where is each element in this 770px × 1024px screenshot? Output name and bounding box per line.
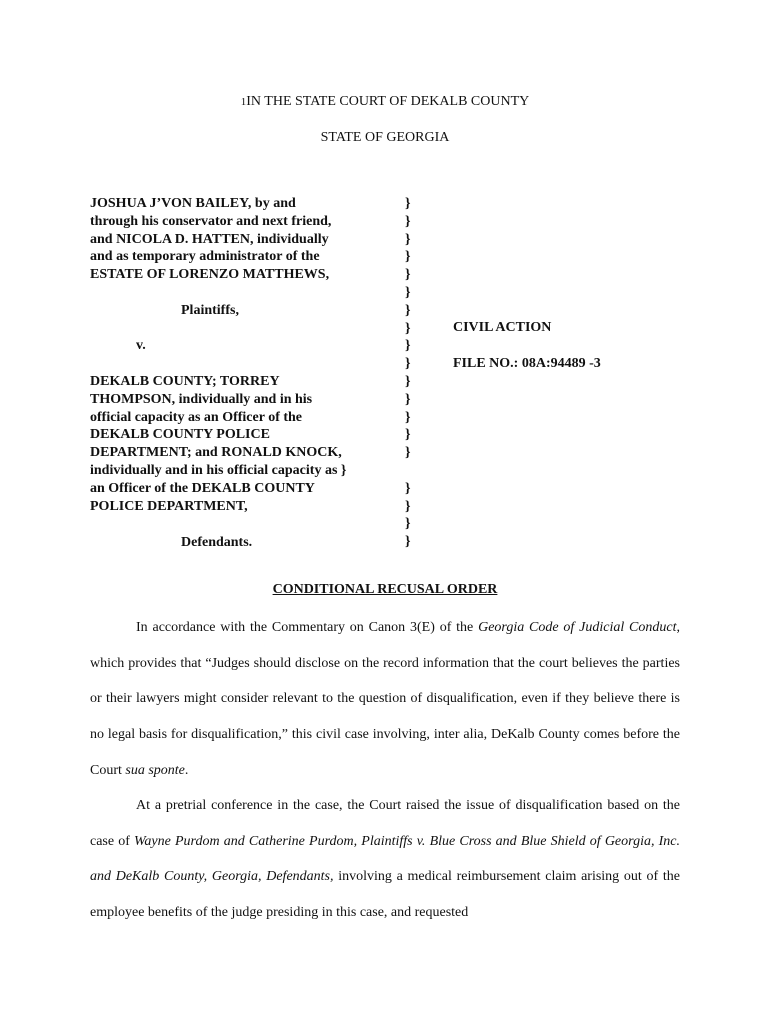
order-paragraph-2 xyxy=(90,788,680,931)
plaintiffs-line: ESTATE OF LORENZO MATTHEWS, xyxy=(90,267,330,283)
paragraph-text: involving a medical reimbursement claim arising out of the employee benefits of the judge presiding in this case, and requested xyxy=(90,869,680,921)
defendants-line: DEKALB COUNTY; TORREY xyxy=(90,374,280,389)
brace: } xyxy=(405,498,411,514)
plaintiffs-label: Plaintiffs, xyxy=(181,303,239,318)
plaintiffs-line: and NICOLA D. HATTEN, individually xyxy=(90,231,329,247)
brace: } xyxy=(405,231,411,247)
defendants-line: official capacity as an Officer of the xyxy=(90,409,303,425)
brace: } xyxy=(405,427,411,443)
footnote-marker: 1 xyxy=(240,96,247,108)
plaintiffs-line: JOSHUA J’VON BAILEY, by and xyxy=(90,196,296,211)
order-paragraph-1 xyxy=(90,610,680,789)
civil-action-label: CIVIL ACTION xyxy=(453,320,552,335)
brace: } xyxy=(405,445,411,461)
plaintiffs-line: through his conservator and next friend, xyxy=(90,213,332,229)
brace: } xyxy=(405,391,411,407)
defendants-label: Defendants. xyxy=(181,535,253,550)
paragraph-text: At a pretrial conference in the case, the Court raised the issue of disqualification based on the case of xyxy=(90,798,680,849)
paragraph-text: In accordance with the Commentary on Canon 3(E) of the xyxy=(136,620,479,635)
file-number: FILE NO.: 08A:94489 -3 xyxy=(453,356,601,371)
brace: } xyxy=(405,213,411,229)
brace: } xyxy=(405,320,411,336)
brace: } xyxy=(405,249,411,265)
paragraph-text: , which provides that “Judges should disclose on the record information that the court believes the parties or their lawyers might consider relevant to the question of disqualification, even if they believe there is no legal basis for disqualification,” this civil case involving, inter alia, DeKalb County comes before the Court xyxy=(90,620,680,778)
brace: } xyxy=(405,409,411,425)
order-title: CONDITIONAL RECUSAL ORDER xyxy=(272,582,498,597)
brace: } xyxy=(405,534,411,550)
brace: } xyxy=(405,196,411,211)
paragraph-citation: Wayne Purdom and Catherine Purdom, Plaintiffs v. Blue Cross and Blue Shield of Georgia, Inc. and DeKalb County, Georgia, Defendants, xyxy=(90,833,680,885)
defendants-line: POLICE DEPARTMENT, xyxy=(90,498,248,514)
defendants-line: individually and in his official capacity as } xyxy=(90,462,347,478)
brace: } xyxy=(405,516,411,532)
defendants-line: DEKALB COUNTY POLICE xyxy=(90,427,270,443)
paragraph-text: . xyxy=(184,762,189,778)
court-title xyxy=(0,94,770,110)
brace: } xyxy=(405,356,411,372)
brace: } xyxy=(405,480,411,496)
paragraph-citation: sua sponte xyxy=(125,762,185,778)
brace: } xyxy=(405,284,411,300)
brace-gap xyxy=(405,462,411,480)
defendants-caption xyxy=(90,373,346,515)
plaintiffs-caption xyxy=(90,195,331,284)
brace: } xyxy=(405,373,411,389)
brace: } xyxy=(405,267,411,283)
defendants-line: an Officer of the DEKALB COUNTY xyxy=(90,480,315,496)
versus-label: v. xyxy=(136,338,146,353)
plaintiffs-line: and as temporary administrator of the xyxy=(90,249,320,265)
brace: } xyxy=(405,338,411,354)
court-name: IN THE STATE COURT OF DEKALB COUNTY xyxy=(246,94,530,109)
caption-braces xyxy=(405,195,411,551)
defendants-line: THOMPSON, individually and in his xyxy=(90,391,313,407)
brace: } xyxy=(405,302,411,318)
defendants-line: DEPARTMENT; and RONALD KNOCK, xyxy=(90,445,342,461)
state-title: STATE OF GEORGIA xyxy=(320,130,450,145)
paragraph-citation: Georgia Code of Judicial Conduct xyxy=(478,620,677,635)
